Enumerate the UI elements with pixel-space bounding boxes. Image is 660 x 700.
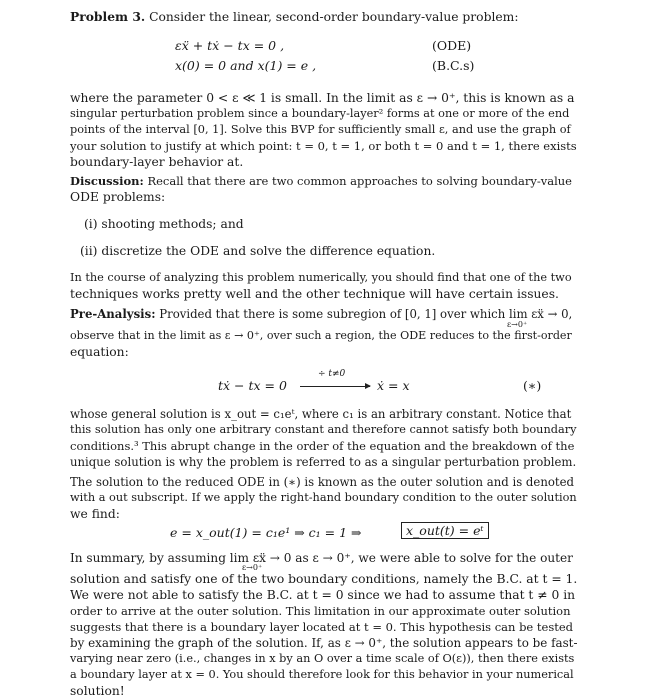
paragraph-line: In the course of analyzing this problem numerically, you should find that one of the two (70, 271, 572, 284)
problem-intro-line (70, 9, 518, 25)
problem-heading: Problem 3. (70, 9, 146, 24)
ode-tag: (ODE) (432, 38, 472, 53)
paragraph-line: with a out subscript. If we apply the right-hand boundary condition to the outer solution (70, 491, 577, 504)
paragraph-line: singular perturbation problem since a boundary-layer² forms at one or more of the end (70, 107, 570, 120)
boundary-solve-equation: e = x_out(1) = c₁e¹ ⇒ c₁ = 1 ⇒ (170, 525, 362, 540)
paragraph-line: We were not able to satisfy the B.C. at t = 0 since we had to assume that t ≠ 0 in (70, 588, 576, 602)
list-item: (ii) discretize the ODE and solve the difference equation. (80, 244, 436, 258)
paragraph-line: we find: (70, 507, 120, 521)
discussion-label: Discussion: (70, 174, 144, 188)
paragraph-line: observe that in the limit as ε → 0⁺, over such a region, the ODE reduces to the first-order (70, 329, 572, 342)
problem-intro: Consider the linear, second-order boundary-value problem: (149, 10, 519, 24)
paragraph-line: this solution has only one arbitrary constant and therefore cannot satisfy both boundary (70, 423, 577, 436)
limit-subscript: ε→0⁺ (507, 320, 528, 329)
star-tag: (∗) (523, 378, 542, 393)
paragraph-line: order to arrive at the outer solution. This limitation in our approximate outer solution (70, 604, 571, 618)
paragraph-line: unique solution is why the problem is referred to as a singular perturbation problem. (70, 455, 577, 469)
summary-line: In summary, by assuming lim εẍ → 0 as ε → 0⁺, we were able to solve for the outer (70, 551, 573, 565)
paragraph-line: boundary-layer behavior at. (70, 155, 244, 169)
paragraph-line: where the parameter 0 < ε ≪ 1 is small. In the limit as ε → 0⁺, this is known as a (70, 91, 575, 105)
paragraph-line: The solution to the reduced ODE in (∗) is known as the outer solution and is denoted (70, 475, 574, 489)
preanalysis-line (70, 306, 572, 322)
paragraph-line: solution and satisfy one of the two boundary conditions, namely the B.C. at t = 1. (70, 572, 578, 586)
preanalysis-text: Provided that there is some subregion of [0, 1] over which lim εẍ → 0, (159, 307, 573, 321)
limit-subscript: ε→0⁺ (242, 563, 263, 572)
reduced-equation-right: ẋ = x (377, 378, 410, 393)
bc-tag: (B.C.s) (432, 58, 475, 73)
list-item: (i) shooting methods; and (84, 217, 244, 231)
paragraph-line: ODE problems: (70, 190, 166, 204)
arrow-label: ÷ t≠0 (318, 369, 346, 379)
paragraph-line: solution! (70, 684, 125, 698)
paragraph-line: varying near zero (i.e., changes in x by an O over a time scale of O(ε)), then there exists (70, 652, 575, 665)
ode-equation: εẍ + tẋ − tx = 0 , (175, 38, 285, 53)
boxed-outer-solution: x_out(t) = eᵗ (401, 522, 489, 539)
discussion-text: Recall that there are two common approaches to solving boundary-value (147, 174, 572, 188)
paragraph-line: your solution to justify at which point: t = 0, t = 1, or both t = 0 and t = 1, there exists (70, 139, 577, 153)
paragraph-line: whose general solution is x_out = c₁eᵗ, where c₁ is an arbitrary constant. Notice that (70, 407, 572, 421)
paragraph-line: equation: (70, 345, 129, 359)
preanalysis-label: Pre-Analysis: (70, 307, 156, 321)
paragraph-line: conditions.³ This abrupt change in the order of the equation and the breakdown of the (70, 439, 575, 453)
right-arrow-icon (300, 386, 370, 387)
paragraph-line: points of the interval [0, 1]. Solve this BVP for sufficiently small ε, and use the graph of (70, 123, 571, 136)
paragraph-line: a boundary layer at x = 0. You should therefore look for this behavior in your numerical (70, 668, 574, 681)
discussion-line (70, 173, 572, 189)
bc-equation: x(0) = 0 and x(1) = e , (175, 58, 317, 73)
reduced-equation-left: tẋ − tx = 0 (218, 378, 287, 393)
paragraph-line: suggests that there is a boundary layer located at t = 0. This hypothesis can be tested (70, 620, 574, 634)
paragraph-line: techniques works pretty well and the other technique will have certain issues. (70, 287, 559, 301)
paragraph-line: by examining the graph of the solution. If, as ε → 0⁺, the solution appears to be fast- (70, 636, 578, 650)
